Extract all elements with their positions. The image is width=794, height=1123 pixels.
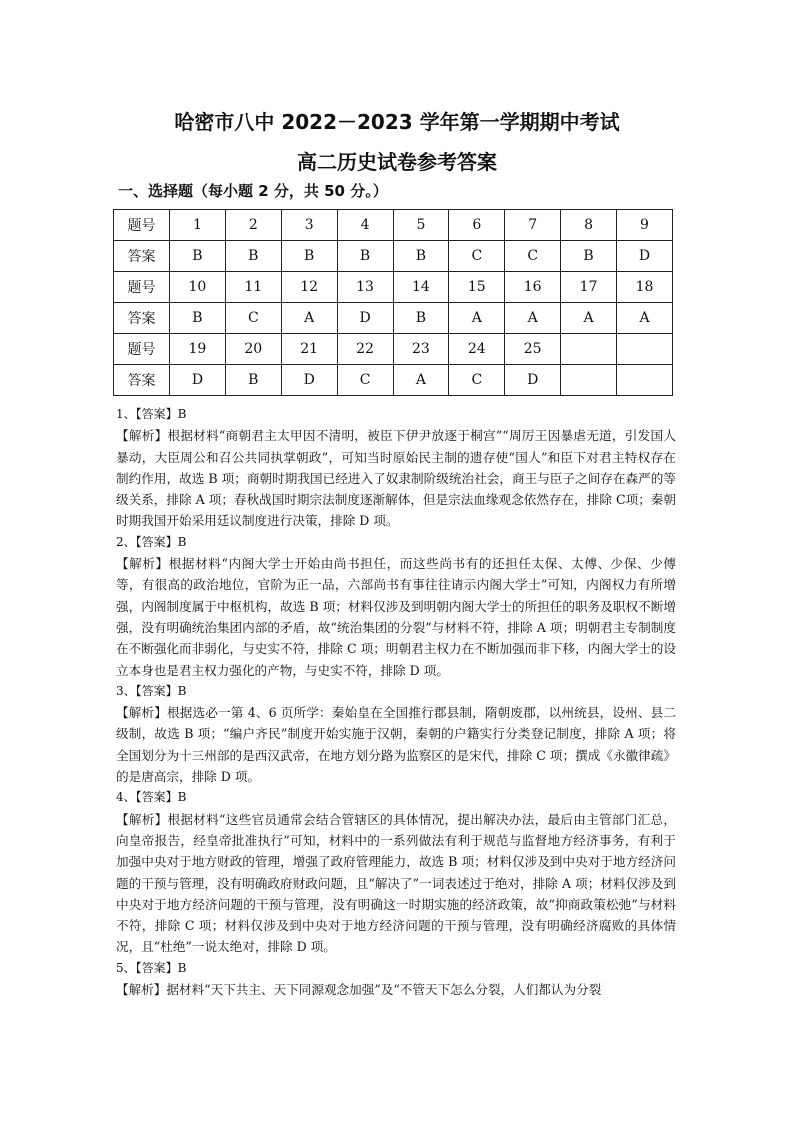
question-number-cell: 17 xyxy=(561,272,617,303)
question-number-cell: 24 xyxy=(449,334,505,365)
answer-cell: A xyxy=(561,303,617,334)
answer-heading: 2、【答案】B xyxy=(116,534,187,549)
question-number-cell: 12 xyxy=(281,272,337,303)
answer-cell: B xyxy=(337,241,393,272)
answer-label-cell: 答案 xyxy=(114,303,170,334)
answer-cell: B xyxy=(225,365,281,396)
answer-cell xyxy=(617,365,673,396)
answer-cell: D xyxy=(170,365,226,396)
answer-heading: 1、【答案】B xyxy=(116,407,187,421)
question-number-cell xyxy=(617,334,673,365)
question-number-cell: 11 xyxy=(225,272,281,303)
answer-cell xyxy=(561,365,617,396)
question-number-cell: 7 xyxy=(505,210,561,241)
answer-label-cell: 答案 xyxy=(114,365,170,396)
answer-explanation: 【解析】根据材料“内阁大学士开始由尚书担任，而这些尚书有的还担任太保、太傅、少保、少傅等，有很高的政治地位，官阶为正一品，六部尚书有事往往请示内阁大学士”可知，内阁权力有所增强，内阁制度属于中枢机构，故选 B 项；材料仅涉及到明朝内阁大学士的所担任的职务及职权不断增强，没有明确统治集团内部的矛盾，故“统治集团的分裂”与材料不符，排除 A 项；明朝君主专制制度在不断强化而非弱化，与史实不符，排除 C 项；明朝君主权力在不断加强而非下移，内阁大学士的设立本身也是君主权力强化的产物，与史实不符，排除 D 项。 xyxy=(116,556,676,678)
question-number-cell: 15 xyxy=(449,272,505,303)
answer-cell: A xyxy=(393,365,449,396)
answer-heading: 3、【答案】B xyxy=(116,683,187,698)
answer-row xyxy=(114,241,673,272)
answer-cell: D xyxy=(337,303,393,334)
answer-cell: D xyxy=(281,365,337,396)
question-number-cell: 21 xyxy=(281,334,337,365)
answer-cell: A xyxy=(617,303,673,334)
answer-cell: B xyxy=(225,241,281,272)
question-number-cell: 18 xyxy=(617,272,673,303)
answer-cell: B xyxy=(393,241,449,272)
answer-cell: B xyxy=(393,303,449,334)
question-number-row xyxy=(114,210,673,241)
question-number-cell xyxy=(561,334,617,365)
answer-cell: A xyxy=(505,303,561,334)
question-number-cell: 23 xyxy=(393,334,449,365)
question-number-cell: 13 xyxy=(337,272,393,303)
answer-cell: C xyxy=(505,241,561,272)
question-number-cell: 22 xyxy=(337,334,393,365)
question-label-cell: 题号 xyxy=(114,210,170,241)
question-number-cell: 1 xyxy=(170,210,226,241)
question-number-row xyxy=(114,334,673,365)
question-number-cell: 16 xyxy=(505,272,561,303)
answer-row xyxy=(114,365,673,396)
answer-heading: 4、【答案】B xyxy=(116,790,187,805)
section-heading: 一、选择题（每小题 2 分，共 50 分。） xyxy=(118,182,388,200)
question-number-row xyxy=(114,272,673,303)
question-number-cell: 5 xyxy=(393,210,449,241)
question-number-cell: 20 xyxy=(225,334,281,365)
answer-heading: 5、【答案】B xyxy=(116,960,187,975)
answer-explanation: 【解析】根据材料“商朝君主太甲因不清明，被臣下伊尹放逐于桐宫”“周厉王因暴虐无道，引发国人暴动，大臣周公和召公共同执掌朝政”，可知当时原始民主制的遗存使“国人”和臣下对君主特权存在制约作用，故选 B 项；商朝时期我国已经进入了奴隶制阶级统治社会，商王与臣子之间存在森严的等级关系，排除 A 项；春秋战国时期宗法制度逐渐解体，但是宗法血缘观念依然存在，排除 C项；秦朝时期我国开始采用廷议制度进行决策，排除 D 项。 xyxy=(116,428,676,529)
answer-cell: C xyxy=(337,365,393,396)
document-title: 哈密市八中 2022－2023 学年第一学期期中考试 xyxy=(174,110,620,134)
answer-cell: A xyxy=(449,303,505,334)
question-number-cell: 6 xyxy=(449,210,505,241)
answer-explanation: 【解析】根据选必一第 4、6 页所学：秦始皇在全国推行郡县制，隋朝废郡，以州统县，设州、县二级制，故选 B 项；“编户齐民”制度开始实施于汉朝，秦朝的户籍实行分类登记制度，排除 A 项；将全国划分为十三州部的是西汉武帝，在地方划分路为监察区的是宋代，排除 C 项；撰成《永徽律疏》的是唐高宗，排除 D 项。 xyxy=(116,705,676,785)
answer-cell: C xyxy=(449,365,505,396)
answer-explanation: 【解析】据材料“天下共主、天下同源观念加强”及“不管天下怎么分裂，人们都认为分裂 xyxy=(116,982,602,998)
answer-table xyxy=(113,209,673,396)
question-number-cell: 3 xyxy=(281,210,337,241)
answer-cell: A xyxy=(281,303,337,334)
question-label-cell: 题号 xyxy=(114,272,170,303)
answer-label-cell: 答案 xyxy=(114,241,170,272)
answer-cell: B xyxy=(170,303,226,334)
document-subtitle: 高二历史试卷参考答案 xyxy=(297,150,497,174)
answer-cell: B xyxy=(561,241,617,272)
question-number-cell: 10 xyxy=(170,272,226,303)
explanations xyxy=(116,404,676,1000)
answer-cell: C xyxy=(449,241,505,272)
answer-cell: C xyxy=(225,303,281,334)
answer-cell: B xyxy=(281,241,337,272)
question-number-cell: 4 xyxy=(337,210,393,241)
question-number-cell: 2 xyxy=(225,210,281,241)
question-label-cell: 题号 xyxy=(114,334,170,365)
question-number-cell: 9 xyxy=(617,210,673,241)
answer-row xyxy=(114,303,673,334)
question-number-cell: 19 xyxy=(170,334,226,365)
answer-cell: B xyxy=(170,241,226,272)
question-number-cell: 25 xyxy=(505,334,561,365)
answer-cell: D xyxy=(617,241,673,272)
question-number-cell: 14 xyxy=(393,272,449,303)
question-number-cell: 8 xyxy=(561,210,617,241)
answer-explanation: 【解析】根据材料“这些官员通常会结合管辖区的具体情况，提出解决办法，最后由主管部门汇总，向皇帝报告，经皇帝批准执行”可知，材料中的一系列做法有利于规范与监督地方经济事务，有利于加强中央对于地方财政的管理，增强了政府管理能力，故选 B 项；材料仅涉及到中央对于地方经济问题的干预与管理，没有明确政府财政问题，且“解决了”一词表述过于绝对，排除 A 项；材料仅涉及到中央对于地方经济问题的干预与管理，没有明确这一时期实施的经济政策，故“抑商政策松弛”与材料不符，排除 C 项；材料仅涉及到中央对于地方经济问题的干预与管理，没有明确经济腐败的具体情况，且“杜绝”一说太绝对，排除 D 项。 xyxy=(116,811,676,955)
answer-cell: D xyxy=(505,365,561,396)
